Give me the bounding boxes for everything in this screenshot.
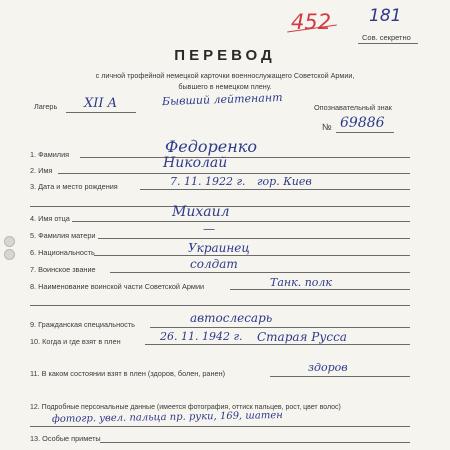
id-mark-underline bbox=[336, 132, 394, 133]
field-value-condition: здоров bbox=[308, 361, 348, 374]
field-label-condition: 11. В каком состоянии взят в плен (здоров, болен, ранен) bbox=[30, 369, 226, 378]
punch-hole bbox=[4, 236, 15, 247]
field-line-profession bbox=[150, 327, 410, 328]
punch-hole bbox=[4, 249, 15, 260]
field-value-profession: автослесарь bbox=[190, 311, 273, 325]
field-label-name: 2. Имя bbox=[30, 166, 53, 175]
field-value-captured-date: 26. 11. 1942 г. bbox=[160, 330, 243, 343]
field-label-unit: 8. Наименование воинской части Советской Армии bbox=[30, 282, 205, 291]
field-label-personal-data: 12. Подробные персональные данные (имеется фотография, оттиск пальцев, рост, цвет волос) bbox=[30, 404, 341, 411]
document-subtitle-line1: с личной трофейной немецкой карточки военнослужащего Советской Армии, bbox=[95, 71, 355, 80]
camp-value: XII A bbox=[84, 96, 118, 111]
field-label-rank: 7. Воинское звание bbox=[30, 265, 96, 274]
camp-note: Бывший лейтенант bbox=[161, 90, 283, 109]
field-label-surname: 1. Фамилия bbox=[30, 150, 70, 159]
field-value-unit: Танк. полк bbox=[270, 276, 332, 289]
id-mark-prefix: № bbox=[322, 122, 332, 132]
field-value-captured-place: Старая Русса bbox=[257, 330, 347, 344]
field-value-birth-place: гор. Киев bbox=[257, 175, 312, 188]
camp-label: Лагерь bbox=[34, 102, 58, 111]
classification-underline bbox=[358, 43, 418, 44]
field-line-unit-extra bbox=[30, 305, 410, 306]
field-value-mother: — bbox=[203, 222, 215, 236]
document-subtitle-line2: бывшего в немецком плену. bbox=[178, 82, 272, 91]
field-value-personal-data: фотогр. увел. пальца пр. руки, 169, шатен bbox=[51, 409, 283, 426]
field-line-nationality bbox=[94, 255, 410, 256]
field-value-rank: солдат bbox=[190, 257, 238, 271]
field-value-birth-date: 7. 11. 1922 г. bbox=[170, 175, 246, 188]
classification-stamp: Сов. секретно bbox=[362, 33, 411, 42]
field-value-nationality: Украинец bbox=[188, 241, 250, 255]
archive-number-red: 452 bbox=[291, 10, 332, 34]
field-line-condition bbox=[270, 376, 410, 377]
field-label-father: 4. Имя отца bbox=[30, 214, 70, 223]
field-value-surname: Федоренко bbox=[165, 137, 257, 156]
field-label-special-marks: 13. Особые приметы bbox=[30, 434, 101, 443]
field-value-father: Михаил bbox=[172, 204, 230, 220]
field-label-profession: 9. Гражданская специальность bbox=[30, 320, 135, 329]
field-line-personal-data bbox=[30, 426, 410, 427]
field-line-mother bbox=[98, 238, 410, 239]
id-mark-label: Опознавательный знак bbox=[314, 103, 392, 112]
field-line-unit bbox=[230, 289, 410, 290]
camp-underline bbox=[66, 112, 136, 113]
field-line-name bbox=[58, 173, 410, 174]
document-title: ПЕРЕВОД bbox=[174, 47, 276, 64]
field-value-name: Николай bbox=[163, 155, 228, 171]
field-line-birth bbox=[140, 189, 410, 190]
field-line-rank bbox=[110, 272, 410, 273]
field-line-captured bbox=[145, 344, 410, 345]
id-mark-value: 69886 bbox=[340, 115, 385, 131]
field-line-special-marks bbox=[100, 442, 410, 443]
field-line-surname bbox=[80, 157, 410, 158]
field-line-father bbox=[72, 221, 410, 222]
field-label-captured: 10. Когда и где взят в плен bbox=[30, 337, 121, 346]
archive-number-blue: 181 bbox=[369, 6, 402, 26]
field-label-mother: 5. Фамилия матери bbox=[30, 231, 96, 240]
field-label-birth: 3. Дата и место рождения bbox=[30, 182, 118, 191]
field-label-nationality: 6. Национальность bbox=[30, 248, 95, 257]
